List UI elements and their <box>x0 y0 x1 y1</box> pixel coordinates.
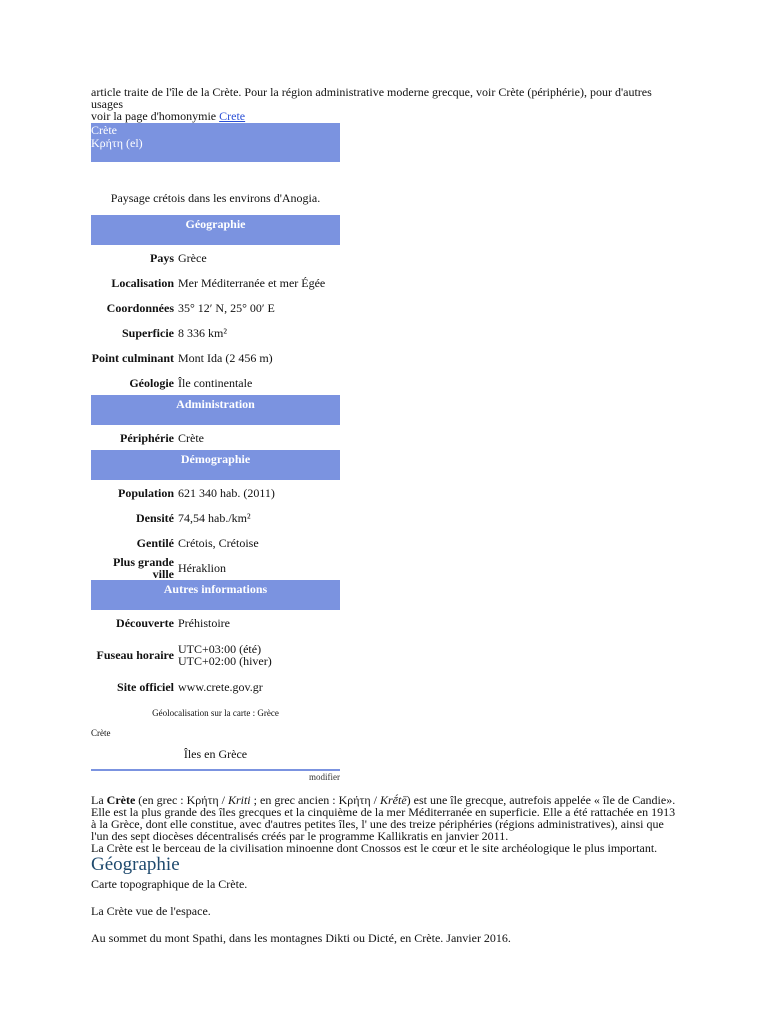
infobox-row-label: Périphérie <box>120 430 174 445</box>
infobox-row-label: Géologie <box>129 375 174 390</box>
infobox-sections <box>91 215 340 699</box>
intro-line-1: article traite de l'île de la Crète. Pour la région administrative moderne grecque, voir Crète (périphérie), pour d'autres usages <box>91 85 652 111</box>
lead-section <box>91 794 681 944</box>
infobox-row <box>91 555 340 580</box>
section-heading-geographie: Géographie <box>91 854 180 875</box>
infobox-row-value: Héraklion <box>178 560 226 575</box>
infobox-header <box>91 123 340 162</box>
infobox-row-value: Mont Ida (2 456 m) <box>178 350 273 365</box>
infobox-row <box>91 674 340 699</box>
map-marker-label: Crète <box>91 728 111 738</box>
infobox-row-label: Population <box>117 485 174 500</box>
infobox-row-value: Île continentale <box>178 375 253 390</box>
lead-text: La <box>91 793 107 807</box>
infobox-row-label: Gentilé <box>136 535 174 550</box>
infobox-row-label: Plus grande ville <box>112 554 174 581</box>
infobox-row-value: 74,54 hab./km² <box>178 510 251 525</box>
edit-link[interactable]: modifier <box>309 772 340 782</box>
infobox-row <box>91 635 340 674</box>
infobox-row <box>91 245 340 270</box>
infobox-row-value: Mer Méditerranée et mer Égée <box>178 275 326 290</box>
infobox-row-label: Fuseau horaire <box>96 647 174 662</box>
infobox-row <box>91 370 340 395</box>
infobox-row <box>91 345 340 370</box>
infobox-section-heading: Administration <box>91 395 340 425</box>
infobox-row-label: Densité <box>136 510 174 525</box>
intro-line-2-text: voir la page d'homonymie <box>91 109 220 123</box>
disambiguation-note <box>91 86 681 122</box>
infobox-row-label: Pays <box>150 250 174 265</box>
infobox-subtitle: Κρήτη (el) <box>91 136 143 150</box>
infobox-row <box>91 480 340 505</box>
lead-italic-term: Krḗtē <box>379 793 407 807</box>
lead-text: (en grec : Κρήτη / <box>135 793 228 807</box>
infobox-row-value: Crète <box>178 430 204 445</box>
lead-italic-term: Kriti <box>227 793 251 807</box>
infobox-row-value: Crétois, Crétoise <box>178 535 259 550</box>
infobox-image-caption: Paysage crétois dans les environs d'Anogia. <box>110 191 321 205</box>
infobox-section-heading: Démographie <box>91 450 340 480</box>
intro-line-2 <box>91 110 681 122</box>
infobox-row-label: Localisation <box>111 275 174 290</box>
infobox-row <box>91 610 340 635</box>
infobox <box>91 123 340 782</box>
image-caption-spathi: Au sommet du mont Spathi, dans les montagnes Dikti ou Dicté, en Crète. Janvier 2016. <box>91 931 511 945</box>
infobox-row <box>91 505 340 530</box>
article <box>91 86 681 944</box>
lead-text: ; en grec ancien : Κρήτη / <box>250 793 380 807</box>
infobox-row-value: 35° 12′ N, 25° 00′ E <box>178 300 275 315</box>
homonymie-link[interactable]: Crete <box>219 109 246 123</box>
infobox-row-value: Grèce <box>178 250 207 265</box>
infobox-section-heading: Géographie <box>91 215 340 245</box>
infobox-section-heading: Autres informations <box>91 580 340 610</box>
map-title: Îles en Grèce <box>183 747 248 761</box>
infobox-row-label: Superficie <box>122 325 174 340</box>
infobox-row <box>91 295 340 320</box>
lead-paragraph-3: La Crète est le berceau de la civilisation minoenne dont Cnossos est le cœur et le site archéologique le plus important. <box>91 841 658 855</box>
infobox-row-value: www.crete.gov.gr <box>178 679 263 694</box>
image-caption-topo: Carte topographique de la Crète. <box>91 877 248 891</box>
geolocation-label: Géolocalisation sur la carte : Grèce <box>152 708 279 718</box>
infobox-row-value: UTC+03:00 (été) UTC+02:00 (hiver) <box>178 641 272 668</box>
lead-paragraph-2: Elle est la plus grande des îles grecques et la cinquième de la mer Méditerranée en superficie. Elle a été rattachée en 1913 à la Grèce, dont elle constitue, avec d'autres petites îles, l' une des treize périphéries (régions administratives), ainsi que l'un des sept diocèses décentralisés créés par le programme Kallikratis en janvier 2011. <box>91 805 676 843</box>
infobox-row-value: 8 336 km² <box>178 325 227 340</box>
infobox-row <box>91 270 340 295</box>
infobox-row-label: Site officiel <box>117 679 174 694</box>
infobox-row-label: Coordonnées <box>106 300 174 315</box>
infobox-row-value: 621 340 hab. (2011) <box>178 485 275 500</box>
image-caption-space: La Crète vue de l'espace. <box>91 904 211 918</box>
infobox-row-label: Point culminant <box>91 350 174 365</box>
infobox-divider <box>91 769 340 771</box>
infobox-title: Crète <box>91 123 117 137</box>
lead-text: ) est une île grecque, autrefois appelée « île de Candie». <box>406 793 676 807</box>
infobox-row-label: Découverte <box>116 615 174 630</box>
infobox-row <box>91 530 340 555</box>
lead-bold-term: Crète <box>106 793 136 807</box>
infobox-row-value: Préhistoire <box>178 615 230 630</box>
infobox-row <box>91 320 340 345</box>
infobox-row <box>91 425 340 450</box>
